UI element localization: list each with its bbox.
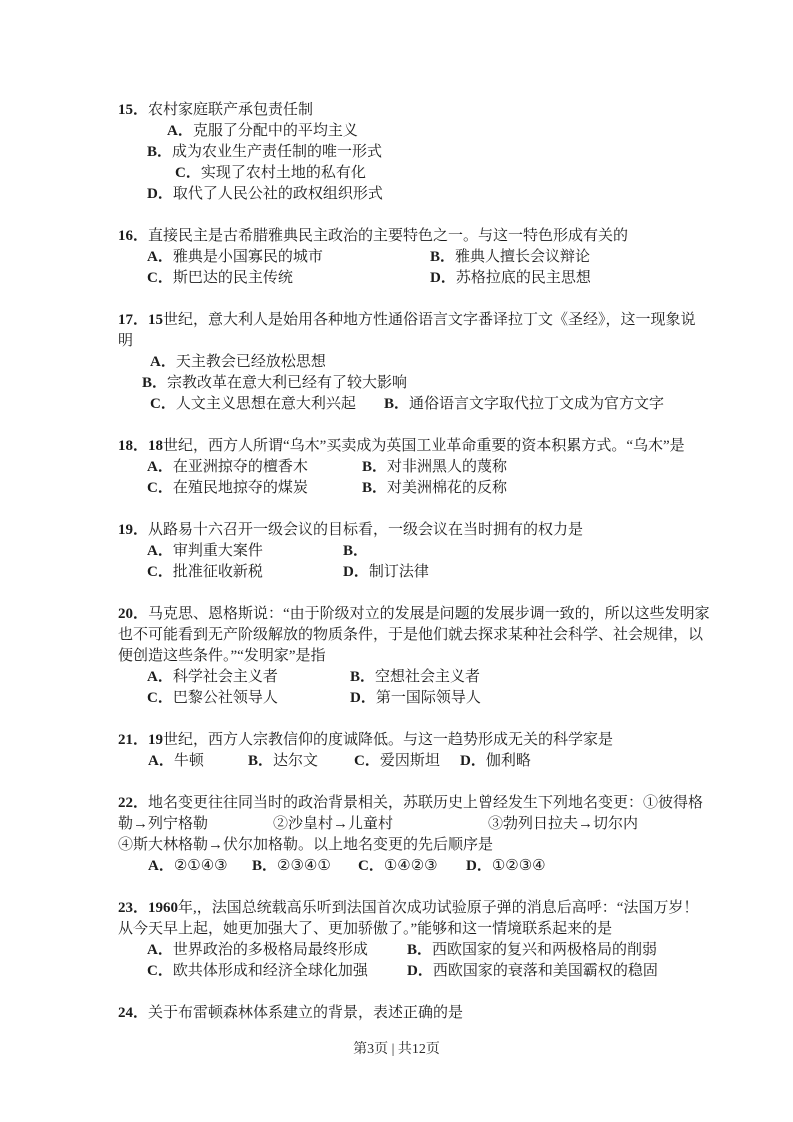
option-b bbox=[142, 373, 718, 394]
option-d bbox=[430, 268, 591, 289]
option-text: 科学社会主义者 bbox=[172, 669, 278, 685]
question-stem: ④斯大林格勒→伏尔加格勒。以上地名变更的先后顺序是 bbox=[118, 837, 494, 853]
option-label: B． bbox=[147, 144, 173, 160]
option-label: C． bbox=[150, 396, 176, 412]
option-c bbox=[147, 562, 343, 583]
question-stem: 从今天早上起，她更加强大了、更加骄傲了。”能够和这一情境联系起来的是 bbox=[118, 921, 613, 937]
option-d bbox=[460, 751, 531, 772]
page-footer: 第3页 | 共12页 bbox=[353, 1042, 440, 1057]
option-a bbox=[148, 856, 252, 877]
option-label: C． bbox=[147, 480, 173, 496]
option-text: 宗教改革在意大利已经有了较大影响 bbox=[167, 375, 408, 391]
question-stem: 地名变更往往同当时的政治背景相关，苏联历史上曾经发生下列地名变更：①彼得格 bbox=[148, 795, 704, 811]
question-stem-line bbox=[118, 100, 718, 121]
option-text: 通俗语言文字取代拉丁文成为官方文字 bbox=[409, 396, 665, 412]
option-row-cd bbox=[147, 268, 718, 289]
question-stem-line bbox=[118, 814, 718, 835]
question-stem: 世纪，西方人所谓“乌木”买卖成为英国工业革命重要的资本积累方式。“乌木”是 bbox=[163, 438, 685, 454]
option-c bbox=[358, 856, 466, 877]
option-c bbox=[147, 478, 362, 499]
option-text: 在亚洲掠夺的檀香木 bbox=[172, 459, 308, 475]
option-d bbox=[147, 184, 718, 205]
option-b bbox=[430, 247, 590, 268]
option-text: 第一国际领导人 bbox=[375, 690, 481, 706]
rename-segment-2: ②沙皇村→儿童村 bbox=[273, 816, 394, 832]
option-text: 对美洲棉花的反称 bbox=[387, 480, 508, 496]
question-stem: 便创造这些条件。”“发明家”是指 bbox=[118, 648, 326, 664]
question-stem: 明 bbox=[118, 333, 134, 349]
rename-segment-3: ③勃列日拉夫→切尔内 bbox=[488, 816, 639, 832]
option-text: 批准征收新税 bbox=[172, 564, 263, 580]
option-text: 在殖民地掠夺的煤炭 bbox=[172, 480, 308, 496]
option-d bbox=[407, 961, 658, 982]
option-text: 空想社会主义者 bbox=[375, 669, 481, 685]
option-b bbox=[350, 667, 480, 688]
question-stem: 从路易十六召开一级会议的目标看，一级会议在当时拥有的权力是 bbox=[148, 522, 584, 538]
option-text: ②①④③ bbox=[173, 858, 228, 874]
option-text: 雅典是小国寡民的城市 bbox=[172, 249, 323, 265]
option-d bbox=[466, 856, 546, 877]
option-label: D． bbox=[430, 270, 456, 286]
option-text: ②③④① bbox=[277, 858, 331, 874]
option-row-cd bbox=[147, 961, 718, 982]
option-text: 世界政治的多极格局最终形成 bbox=[172, 942, 368, 958]
option-d bbox=[384, 394, 664, 415]
option-label: B． bbox=[142, 375, 168, 391]
option-b bbox=[407, 940, 657, 961]
question-stem-line bbox=[118, 520, 718, 541]
option-row-cd bbox=[147, 562, 718, 583]
option-label: A． bbox=[147, 459, 173, 475]
option-row-ab bbox=[147, 940, 718, 961]
question-stem-line bbox=[118, 226, 718, 247]
question-number: 17．15 bbox=[118, 312, 164, 328]
option-label: A． bbox=[147, 249, 173, 265]
option-b bbox=[248, 751, 354, 772]
option-row-ab bbox=[147, 667, 718, 688]
option-label: A． bbox=[147, 942, 173, 958]
option-text: 伽利略 bbox=[485, 753, 531, 769]
option-a bbox=[148, 751, 248, 772]
option-b bbox=[362, 457, 507, 478]
question-stem-line bbox=[118, 898, 718, 919]
option-row-abcd bbox=[148, 751, 718, 772]
option-row-abcd bbox=[148, 856, 718, 877]
option-d bbox=[362, 478, 507, 499]
option-a bbox=[147, 541, 343, 562]
option-label: C． bbox=[358, 858, 384, 874]
question-15 bbox=[118, 100, 718, 205]
option-label: D． bbox=[147, 186, 173, 202]
option-label: B． bbox=[343, 543, 369, 559]
question-stem: 年,，法国总统载高乐听到法国首次成功试验原子弹的消息后高呼：“法国万岁！ bbox=[178, 900, 699, 916]
option-b bbox=[252, 856, 358, 877]
option-text: 人文主义思想在意大利兴起 bbox=[175, 396, 356, 412]
option-label: C． bbox=[354, 753, 380, 769]
option-label: A． bbox=[148, 858, 174, 874]
option-label: D． bbox=[407, 963, 433, 979]
question-21 bbox=[118, 730, 718, 772]
question-number: 20． bbox=[118, 606, 149, 622]
question-stem: 世纪，意大利人是始用各种地方性通俗语言文字番译拉丁文《圣经》，这一现象说 bbox=[163, 312, 696, 328]
option-d bbox=[350, 688, 481, 709]
question-22 bbox=[118, 793, 718, 877]
option-c bbox=[147, 961, 407, 982]
question-stem-line bbox=[118, 604, 718, 625]
option-row-cd bbox=[147, 478, 718, 499]
option-label: A． bbox=[147, 543, 173, 559]
option-a bbox=[150, 352, 718, 373]
question-stem: 农村家庭联产承包责任制 bbox=[148, 102, 314, 118]
option-text: 审判重大案件 bbox=[172, 543, 263, 559]
option-a bbox=[147, 940, 407, 961]
option-c bbox=[147, 688, 350, 709]
option-label: A． bbox=[147, 669, 173, 685]
question-number: 15． bbox=[118, 102, 149, 118]
question-stem-line bbox=[118, 436, 718, 457]
option-row-ab bbox=[147, 457, 718, 478]
option-a bbox=[147, 457, 362, 478]
option-text: 苏格拉底的民主思想 bbox=[455, 270, 591, 286]
option-label: C． bbox=[147, 270, 173, 286]
option-a bbox=[167, 121, 718, 142]
question-stem-line bbox=[118, 919, 718, 940]
option-text: 达尔文 bbox=[273, 753, 319, 769]
question-number: 16． bbox=[118, 228, 149, 244]
question-number: 19． bbox=[118, 522, 149, 538]
option-text: 雅典人擅长会议辩论 bbox=[455, 249, 591, 265]
question-stem-line bbox=[118, 793, 718, 814]
option-text: 对非洲黑人的蔑称 bbox=[387, 459, 508, 475]
question-20 bbox=[118, 604, 718, 709]
question-stem: 关于布雷顿森林体系建立的背景，表述正确的是 bbox=[148, 1005, 464, 1021]
option-d bbox=[343, 562, 429, 583]
option-c bbox=[150, 394, 384, 415]
option-text: 实现了农村土地的私有化 bbox=[200, 165, 366, 181]
question-stem: 世纪，西方人宗教信仰的度诚降低。与这一趋势形成无关的科学家是 bbox=[163, 732, 614, 748]
question-stem-line bbox=[118, 625, 718, 646]
option-label: A． bbox=[167, 123, 193, 139]
option-label: B． bbox=[248, 753, 274, 769]
question-number: 22． bbox=[118, 795, 149, 811]
option-text: ①②③④ bbox=[491, 858, 546, 874]
question-number: 24． bbox=[118, 1005, 149, 1021]
question-number: 23．1960 bbox=[118, 900, 179, 916]
option-label: A． bbox=[148, 753, 174, 769]
rename-segment-1: 勒→列宁格勒 bbox=[118, 816, 209, 832]
option-label: C． bbox=[147, 963, 173, 979]
option-c bbox=[354, 751, 460, 772]
option-row-ab bbox=[147, 247, 718, 268]
option-text: 天主教会已经放松思想 bbox=[175, 354, 326, 370]
option-b bbox=[147, 142, 718, 163]
question-stem-line bbox=[118, 646, 718, 667]
question-stem: 也不可能看到无产阶级解放的物质条件，于是他们就去探求某种社会科学、社会规律，以 bbox=[118, 627, 704, 643]
option-label: D． bbox=[460, 753, 486, 769]
option-label: D． bbox=[343, 564, 369, 580]
option-text: 巴黎公社领导人 bbox=[172, 690, 278, 706]
question-number: 21．19 bbox=[118, 732, 164, 748]
question-stem-line bbox=[118, 1003, 718, 1024]
option-a bbox=[147, 667, 350, 688]
question-19 bbox=[118, 520, 718, 583]
question-stem: 直接民主是古希腊雅典民主政治的主要特色之一。与这一特色形成有关的 bbox=[148, 228, 629, 244]
option-row-ab bbox=[147, 541, 718, 562]
option-label: C． bbox=[147, 564, 173, 580]
exam-page-content bbox=[118, 100, 718, 1045]
option-c bbox=[147, 268, 430, 289]
question-stem-line bbox=[118, 730, 718, 751]
question-stem-line bbox=[118, 835, 718, 856]
option-label: B． bbox=[350, 669, 376, 685]
option-text: 成为农业生产责任制的唯一形式 bbox=[172, 144, 383, 160]
option-label: B． bbox=[252, 858, 278, 874]
option-row-cd bbox=[147, 688, 718, 709]
question-17 bbox=[118, 310, 718, 415]
option-text: 制订法律 bbox=[368, 564, 429, 580]
option-label: C． bbox=[175, 165, 201, 181]
question-stem-line bbox=[118, 331, 718, 352]
option-label: B． bbox=[362, 459, 388, 475]
question-stem-line bbox=[118, 310, 718, 331]
option-label: B． bbox=[362, 480, 388, 496]
option-row-cd bbox=[150, 394, 718, 415]
question-24 bbox=[118, 1003, 718, 1024]
question-18 bbox=[118, 436, 718, 499]
option-text: ①④②③ bbox=[383, 858, 438, 874]
option-a bbox=[147, 247, 430, 268]
option-label: C． bbox=[147, 690, 173, 706]
option-label: B． bbox=[407, 942, 433, 958]
option-b bbox=[343, 541, 368, 562]
option-label: D． bbox=[350, 690, 376, 706]
question-16 bbox=[118, 226, 718, 289]
option-text: 欧共体形成和经济全球化加强 bbox=[172, 963, 368, 979]
option-text: 取代了人民公社的政权组织形式 bbox=[172, 186, 383, 202]
option-label: B． bbox=[430, 249, 456, 265]
question-23 bbox=[118, 898, 718, 982]
option-label: A． bbox=[150, 354, 176, 370]
option-text: 西欧国家的复兴和两极格局的削弱 bbox=[432, 942, 658, 958]
option-label: B． bbox=[384, 396, 410, 412]
option-text: 爱因斯坦 bbox=[379, 753, 440, 769]
option-text: 斯巴达的民主传统 bbox=[172, 270, 293, 286]
question-stem: 马克思、恩格斯说：“由于阶级对立的发展是问题的发展步调一致的，所以这些发明家 bbox=[148, 606, 710, 622]
option-c bbox=[175, 163, 718, 184]
option-text: 克服了分配中的平均主义 bbox=[192, 123, 358, 139]
option-label: D． bbox=[466, 858, 492, 874]
question-number: 18．18 bbox=[118, 438, 164, 454]
option-text: 牛顿 bbox=[173, 753, 204, 769]
option-text: 西欧国家的衰落和美国霸权的稳固 bbox=[432, 963, 658, 979]
